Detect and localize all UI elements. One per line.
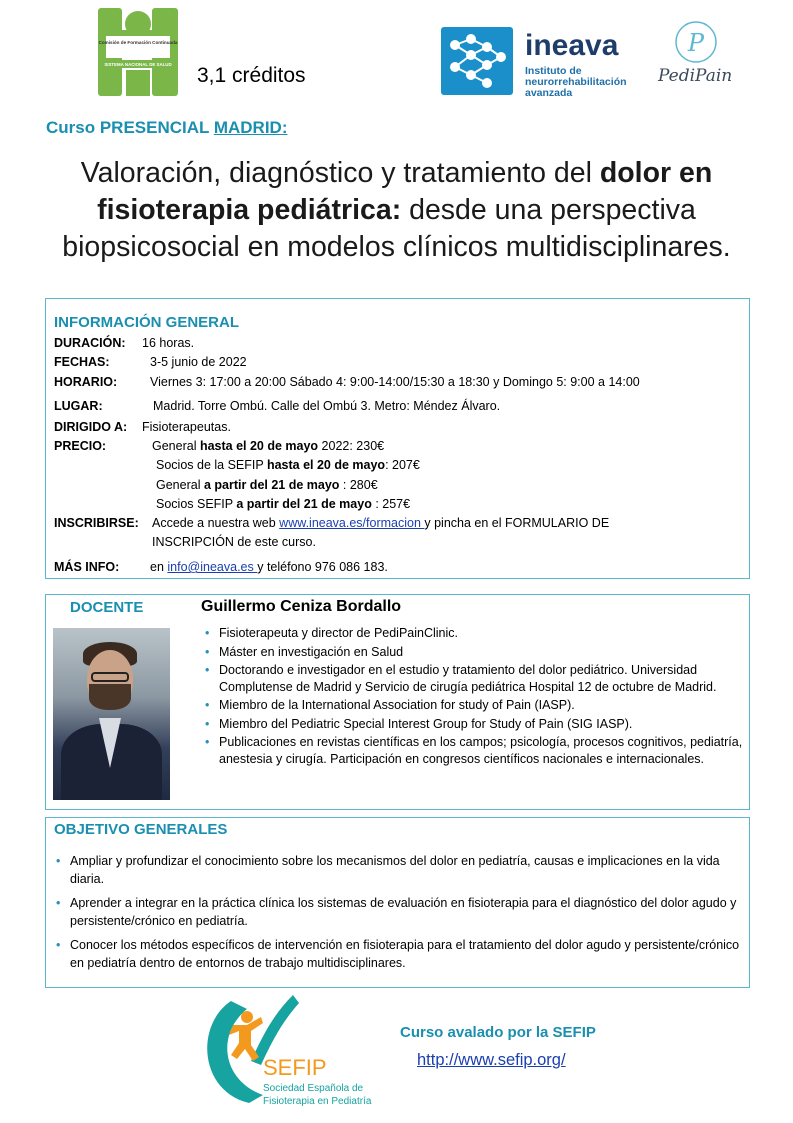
ineava-subtitle: Instituto de neurorrehabilitación avanzada (525, 65, 627, 99)
course-city: MADRID: (213, 118, 288, 137)
list-item: • Doctorando e investigador en el estudio y tratamiento del dolor pediátrico. Universidad Complutense de Madrid y Servicio de cirugía pediátrica Hospital 12 de octubre de Madrid. (203, 662, 743, 695)
cfc-text-top: Comisión de Formación Continuada (98, 40, 178, 45)
sefip-full-1: Sociedad Española de (263, 1083, 364, 1094)
duration-label: DURACIÓN: (54, 336, 126, 350)
endorsement-text: Curso avalado por la SEFIP (400, 1024, 596, 1041)
objectives-heading: OBJETIVO GENERALES (54, 821, 228, 838)
audience-label: DIRIGIDO A: (54, 420, 128, 434)
objectives-bullets (54, 852, 744, 978)
register-link[interactable]: www.ineava.es/formacion (279, 516, 425, 530)
ineava-name: ineava (525, 29, 619, 62)
duration-value: 16 horas. (142, 336, 195, 350)
more-info-label: MÁS INFO: (54, 560, 120, 574)
price-line-2: Socios de la SEFIP hasta el 20 de mayo: 207€ (156, 458, 420, 472)
teacher-heading: DOCENTE (70, 599, 144, 616)
dates-label: FECHAS: (54, 355, 110, 369)
audience-value: Fisioterapeutas. (142, 420, 231, 434)
list-item: • Ampliar y profundizar el conocimiento sobre los mecanismos del dolor en pediatría, causas e implicaciones en la vida diaria. (54, 852, 744, 888)
price-line-4: Socios SEFIP a partir del 21 de mayo : 257€ (156, 497, 411, 511)
teacher-photo (53, 628, 170, 800)
schedule-value: Viernes 3: 17:00 a 20:00 Sábado 4: 9:00-14:00/15:30 a 18:30 y Domingo 5: 9:00 a 14:00 (150, 375, 640, 389)
price-line-3: General a partir del 21 de mayo : 280€ (156, 478, 378, 492)
list-item: • Miembro del Pediatric Special Interest Group for Study of Pain (SIG IASP). (203, 716, 743, 733)
ineava-network-icon (441, 27, 513, 95)
location-value: Madrid. Torre Ombú. Calle del Ombú 3. Metro: Méndez Álvaro. (153, 399, 501, 413)
sefip-logo (203, 995, 393, 1113)
course-type: Curso PRESENCIAL MADRID: (46, 118, 288, 137)
list-item: • Publicaciones en revistas científicas en los campos; psicología, procesos cognitivos, pediatría, anestesia y cirugía. Participación en congresos científicos nacionales e internacionales. (203, 734, 743, 767)
register-line-2: INSCRIPCIÓN de este curso. (152, 535, 316, 549)
list-item: • Conocer los métodos específicos de intervención en fisioterapia para el tratamiento del dolor agudo y persistente/crónico en pediatría dentro de entornos de trabajo multidisciplinares. (54, 936, 744, 972)
schedule-label: HORARIO: (54, 375, 118, 389)
dates-value: 3-5 junio de 2022 (150, 355, 247, 369)
pedipain-mark: P (687, 29, 705, 57)
email-link[interactable]: info@ineava.es (167, 560, 258, 574)
cfc-logo (96, 8, 180, 96)
list-item: • Máster en investigación en Salud (203, 644, 743, 661)
teacher-name: Guillermo Ceniza Bordallo (201, 598, 402, 615)
general-info-heading: INFORMACIÓN GENERAL (54, 314, 239, 331)
general-info-section: INFORMACIÓN GENERAL DURACIÓN: 16 horas. FECHAS: 3-5 junio de 2022 HORARIO: Viernes 3: 17:00 a 20:00 Sábado 4: 9:00-14:00/15:30 a 18:30 y Domingo 5: 9:00 a 14:00 LUGAR: Madrid. Torre Ombú. Calle del Ombú 3. Metro: Méndez Álvaro. DIRIGIDO A: Fisioterapeutas. PRECIO: General hasta el 20 de mayo 2022: 230€ Socios de la SEFIP hasta el 20 de mayo: 207€ General a partir del 21 de mayo : 280€ Socios SEFIP a partir del 21 de mayo : 257€ INSCRIBIRSE: Accede a nuestra web www.ineava.es/formacion y pincha en el FORMULARIO DE INSCRIPCIÓN de este curso. MÁS INFO: en info@ineava.es y teléfono 976 086 183. (45, 298, 750, 579)
sefip-url-link[interactable]: http://www.sefip.org/ (417, 1051, 566, 1069)
ineava-logo (441, 27, 627, 99)
cfc-text-bottom: SISTEMA NACIONAL DE SALUD (104, 62, 172, 67)
register-label: INSCRIBIRSE: (54, 516, 139, 530)
page-title: Valoración, diagnóstico y tratamiento del dolor en fisioterapia pediátrica: desde una perspectiva biopsicosocial en modelos clínicos multidisciplinares. (62, 157, 731, 263)
list-item: • Aprender a integrar en la práctica clínica los sistemas de evaluación en fisioterapia para el diagnóstico del dolor agudo y persistente/crónico en pediatría. (54, 894, 744, 930)
teacher-bullets (203, 625, 743, 769)
list-item: • Fisioterapeuta y director de PediPainClinic. (203, 625, 743, 642)
price-line-1: General hasta el 20 de mayo 2022: 230€ (152, 439, 385, 453)
credits-label: 3,1 créditos (197, 64, 306, 87)
pedipain-name: PediPain (658, 66, 733, 86)
location-label: LUGAR: (54, 399, 103, 413)
sefip-short: SEFIP (263, 1055, 327, 1080)
price-label: PRECIO: (54, 439, 107, 453)
list-item: • Miembro de la International Association for study of Pain (IASP). (203, 697, 743, 714)
sefip-full-2: Fisioterapia en Pediatría (263, 1096, 372, 1107)
